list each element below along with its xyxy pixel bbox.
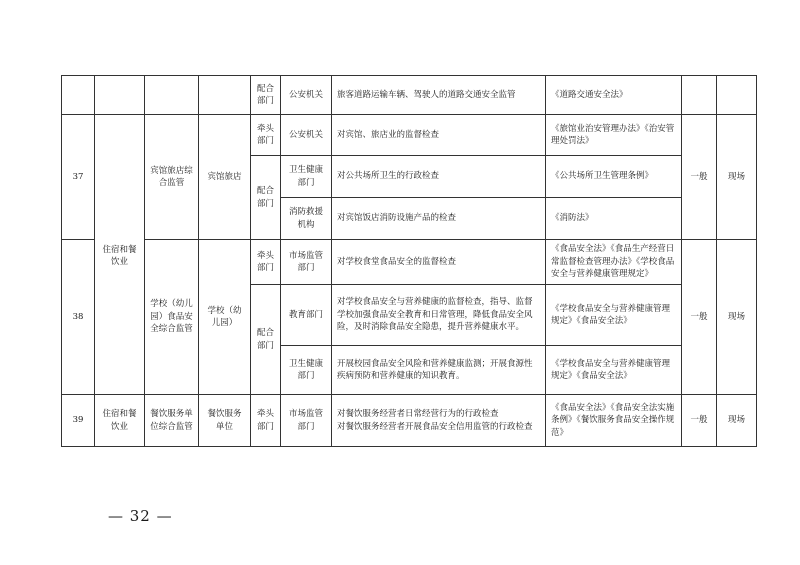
table-row — [62, 76, 757, 115]
content-cell: 开展校园食品安全风险和营养健康监测；开展食源性疾病预防和营养健康的知识教育。 — [332, 346, 546, 395]
row-number: 37 — [62, 115, 95, 240]
basis-cell: 《道路交通安全法》 — [546, 76, 682, 115]
content-cell: 对公共场所卫生的行政检查 — [332, 156, 546, 198]
basis-cell: 《食品安全法》《食品安全法实施条例》《餐饮服务食品安全操作规范》 — [546, 395, 682, 447]
dept-cell: 教育部门 — [281, 285, 332, 346]
empty-cell — [145, 76, 199, 115]
empty-cell — [95, 76, 145, 115]
content-cell: 对宾馆、旅店业的监督检查 — [332, 115, 546, 156]
content-cell: 对学校食品安全与营养健康的监督检查，指导、监督学校加强食品安全教育和日常管理，降低食品安全风险，及时消除食品安全隐患，提升营养健康水平。 — [332, 285, 546, 346]
object-cell: 宾馆旅店 — [199, 115, 251, 240]
basis-cell: 《食品安全法》《食品生产经营日常监督检查管理办法》《学校食品安全与营养健康管理规定》 — [546, 240, 682, 285]
role-cell: 牵头部门 — [251, 395, 281, 447]
dept-cell: 公安机关 — [281, 115, 332, 156]
industry-cell — [95, 240, 145, 395]
method-cell: 现场 — [717, 115, 757, 240]
role-cell: 牵头部门 — [251, 115, 281, 156]
industry-cell — [95, 115, 145, 240]
method-cell: 现场 — [717, 395, 757, 447]
role-cell: 配合部门 — [251, 156, 281, 240]
basis-cell: 《消防法》 — [546, 198, 682, 240]
empty-cell — [62, 76, 95, 115]
item-cell: 宾馆旅店综合监管 — [145, 115, 199, 240]
content-cell — [332, 395, 546, 447]
dept-cell: 公安机关 — [281, 76, 332, 115]
row-number: 38 — [62, 240, 95, 395]
basis-cell: 《学校食品安全与营养健康管理规定》《食品安全法》 — [546, 285, 682, 346]
content-cell: 对宾馆饭店消防设施产品的检查 — [332, 198, 546, 240]
dept-cell: 市场监管部门 — [281, 240, 332, 285]
object-cell: 餐饮服务单位 — [199, 395, 251, 447]
role-cell: 配合部门 — [251, 285, 281, 395]
table-row — [62, 240, 757, 285]
empty-cell — [717, 76, 757, 115]
empty-cell — [199, 76, 251, 115]
content-line: 对餐饮服务经营者日常经营行为的行政检查 — [337, 409, 499, 419]
basis-cell: 《旅馆业治安管理办法》《治安管理处罚法》 — [546, 115, 682, 156]
role-cell: 牵头部门 — [251, 240, 281, 285]
role-cell: 配合部门 — [251, 76, 281, 115]
content-cell: 旅客道路运输车辆、驾驶人的道路交通安全监管 — [332, 76, 546, 115]
dept-cell: 卫生健康部门 — [281, 346, 332, 395]
content-cell: 对学校食堂食品安全的监督检查 — [332, 240, 546, 285]
content-line: 对餐饮服务经营者开展食品安全信用监管的行政检查 — [337, 421, 533, 432]
table-row — [62, 395, 757, 447]
method-cell: 现场 — [717, 240, 757, 395]
dept-cell: 卫生健康部门 — [281, 156, 332, 198]
page-number: — 32 — — [108, 507, 173, 525]
row-number: 39 — [62, 395, 95, 447]
level-cell: 一般 — [682, 240, 717, 395]
dept-cell: 消防救援机构 — [281, 198, 332, 240]
basis-cell: 《公共场所卫生管理条例》 — [546, 156, 682, 198]
table-row — [62, 115, 757, 156]
basis-cell: 《学校食品安全与营养健康管理规定》《食品安全法》 — [546, 346, 682, 395]
level-cell: 一般 — [682, 395, 717, 447]
item-cell: 餐饮服务单位综合监管 — [145, 395, 199, 447]
regulation-table — [61, 75, 757, 447]
level-cell: 一般 — [682, 115, 717, 240]
industry-label: 住宿和餐饮业 — [102, 244, 137, 267]
industry-cell: 住宿和餐饮业 — [95, 395, 145, 447]
object-cell: 学校（幼儿园） — [199, 240, 251, 395]
item-cell: 学校（幼儿园）食品安全综合监管 — [145, 240, 199, 395]
empty-cell — [682, 76, 717, 115]
dept-cell: 市场监管部门 — [281, 395, 332, 447]
